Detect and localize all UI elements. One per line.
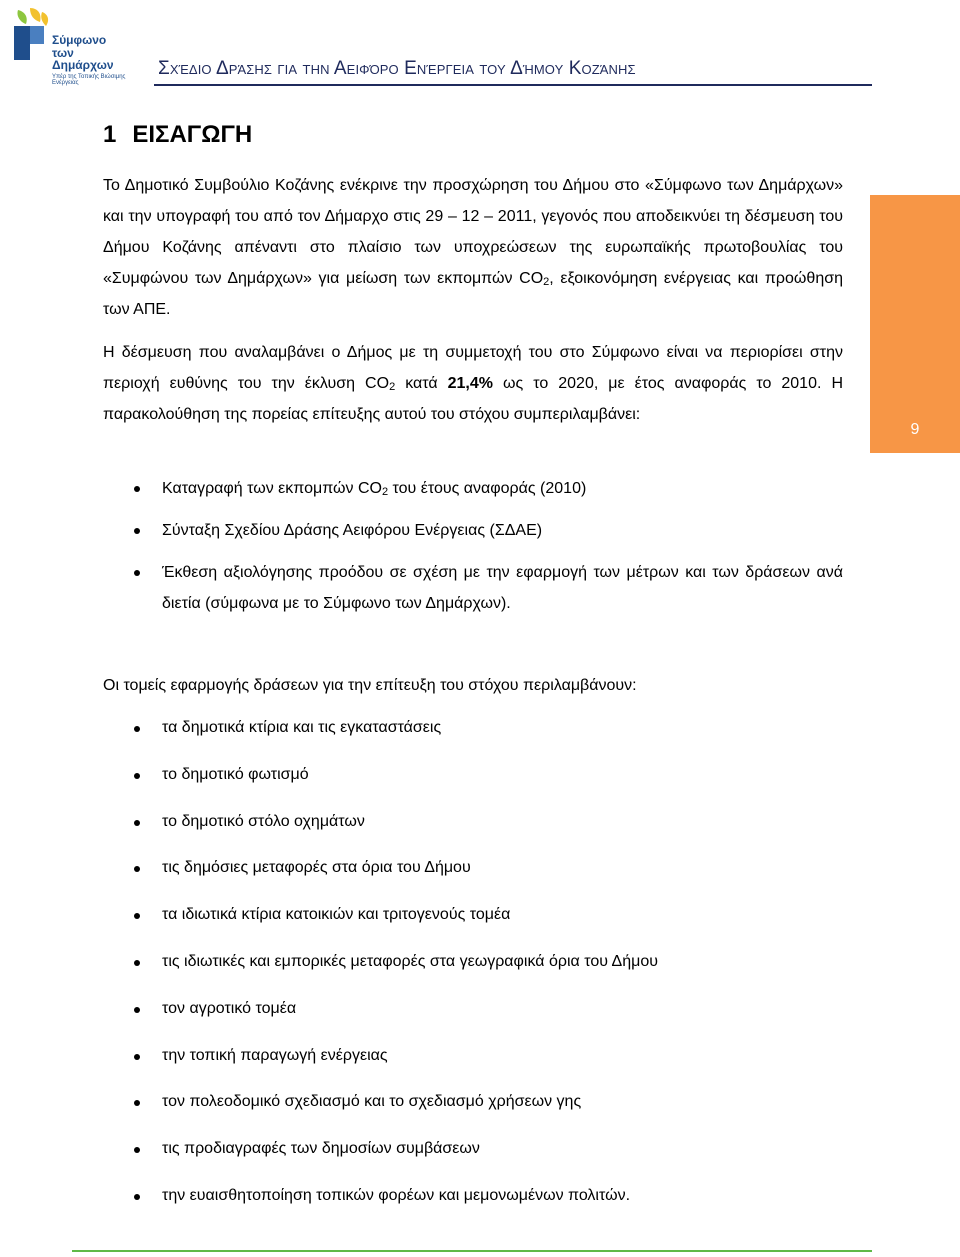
list-item: Καταγραφή των εκπομπών $CO_2$ του έτους αναφοράς (2010)	[103, 473, 843, 504]
sectors-list	[103, 717, 843, 1232]
logo-star-icon	[8, 4, 52, 64]
para1-text: Το Δημοτικό Συμβούλιο Κοζάνης ενέκρινε την προσχώρηση του Δήμου στο «Σύμφωνο των Δημάρχων» και την υπογραφή του από τον Δήμαρχο στις 29 – 12 – 2011, γεγονός που αποδεικνύει τη δέσμευση του Δήμου Κοζάνης απέναντι στο πλαίσιο των υποχρεώσεων της ευρωπαϊκής πρωτοβουλίας του «Συμφώνου των Δημάρχων» για μείωση των εκπομπών CO	[103, 177, 843, 287]
list-item: την τοπική παραγωγή ενέργειας	[103, 1045, 843, 1067]
list-item: Σύνταξη Σχεδίου Δράσης Αειφόρου Ενέργειας (ΣΔΑΕ)	[103, 515, 843, 546]
sectors-intro: Οι τομείς εφαρμογής δράσεων για την επίτευξη του στόχου περιλαμβάνουν:	[103, 677, 637, 694]
list-item: τις δημόσιες μεταφορές στα όρια του Δήμου	[103, 857, 843, 879]
list-item: το δημοτικό φωτισμό	[103, 764, 843, 786]
intro-paragraph-2	[103, 337, 843, 430]
para2-tail: ως το 2020, με έτος αναφοράς το 2010. Η παρακολούθηση της πορείας επίτευξης αυτού του στόχου συμπεριλαμβάνει:	[103, 375, 843, 423]
header-rule	[154, 84, 872, 86]
page-number-tab	[870, 195, 960, 453]
logo-line-3: Υπέρ της Τοπικής Βιώσιμης Ενέργειας	[52, 73, 126, 87]
list-item: τα δημοτικά κτίρια και τις εγκαταστάσεις	[103, 717, 843, 739]
para2-mid: κατά	[395, 375, 448, 392]
logo-line-1: Σύμφωνο	[52, 33, 107, 47]
list-item: την ευαισθητοποίηση τοπικών φορέων και μεμονωμένων πολιτών.	[103, 1185, 843, 1207]
section-heading	[103, 121, 252, 149]
footer-rule	[72, 1250, 872, 1252]
para1-tail: , εξοικονόμηση ενέργειας και προώθηση των ΑΠΕ.	[103, 270, 843, 318]
list-item: τον πολεοδομικό σχεδιασμό και το σχεδιασμό χρήσεων γης	[103, 1091, 843, 1113]
para2-subscript: 2	[389, 381, 396, 393]
para2-target: 21,4%	[447, 375, 493, 392]
list-item: τις προδιαγραφές των δημοσίων συμβάσεων	[103, 1138, 843, 1160]
para1-subscript: 2	[543, 276, 550, 288]
list-item: το δημοτικό στόλο οχημάτων	[103, 811, 843, 833]
list-item: τα ιδιωτικά κτίρια κατοικιών και τριτογενούς τομέα	[103, 904, 843, 926]
logo-line-2: των Δημάρχων	[52, 45, 114, 73]
para2-text: Η δέσμευση που αναλαμβάνει ο Δήμος με τη συμμετοχή του στο Σύμφωνο είναι να περιορίσει στην περιοχή ευθύνης του την έκλυση CO	[103, 344, 843, 392]
section-title: ΕΙΣΑΓΩΓΗ	[132, 121, 253, 148]
covenant-of-mayors-logo	[8, 4, 138, 87]
page-number: 9	[910, 421, 920, 438]
monitoring-list	[103, 473, 843, 630]
section-number: 1	[103, 121, 117, 148]
list-item: Έκθεση αξιολόγησης προόδου σε σχέση με την εφαρμογή των μέτρων και των δράσεων ανά διετία (σύμφωνα με το Σύμφωνο των Δημάρχων).	[103, 557, 843, 619]
list-item: τις ιδιωτικές και εμπορικές μεταφορές στα γεωγραφικά όρια του Δήμου	[103, 951, 843, 973]
intro-paragraph-1	[103, 170, 843, 325]
list-item: τον αγροτικό τομέα	[103, 998, 843, 1020]
document-header-title: Σχέδιο Δράσης για την Αειφόρο Ενέργεια του Δήμου Κοζάνης	[158, 58, 636, 79]
